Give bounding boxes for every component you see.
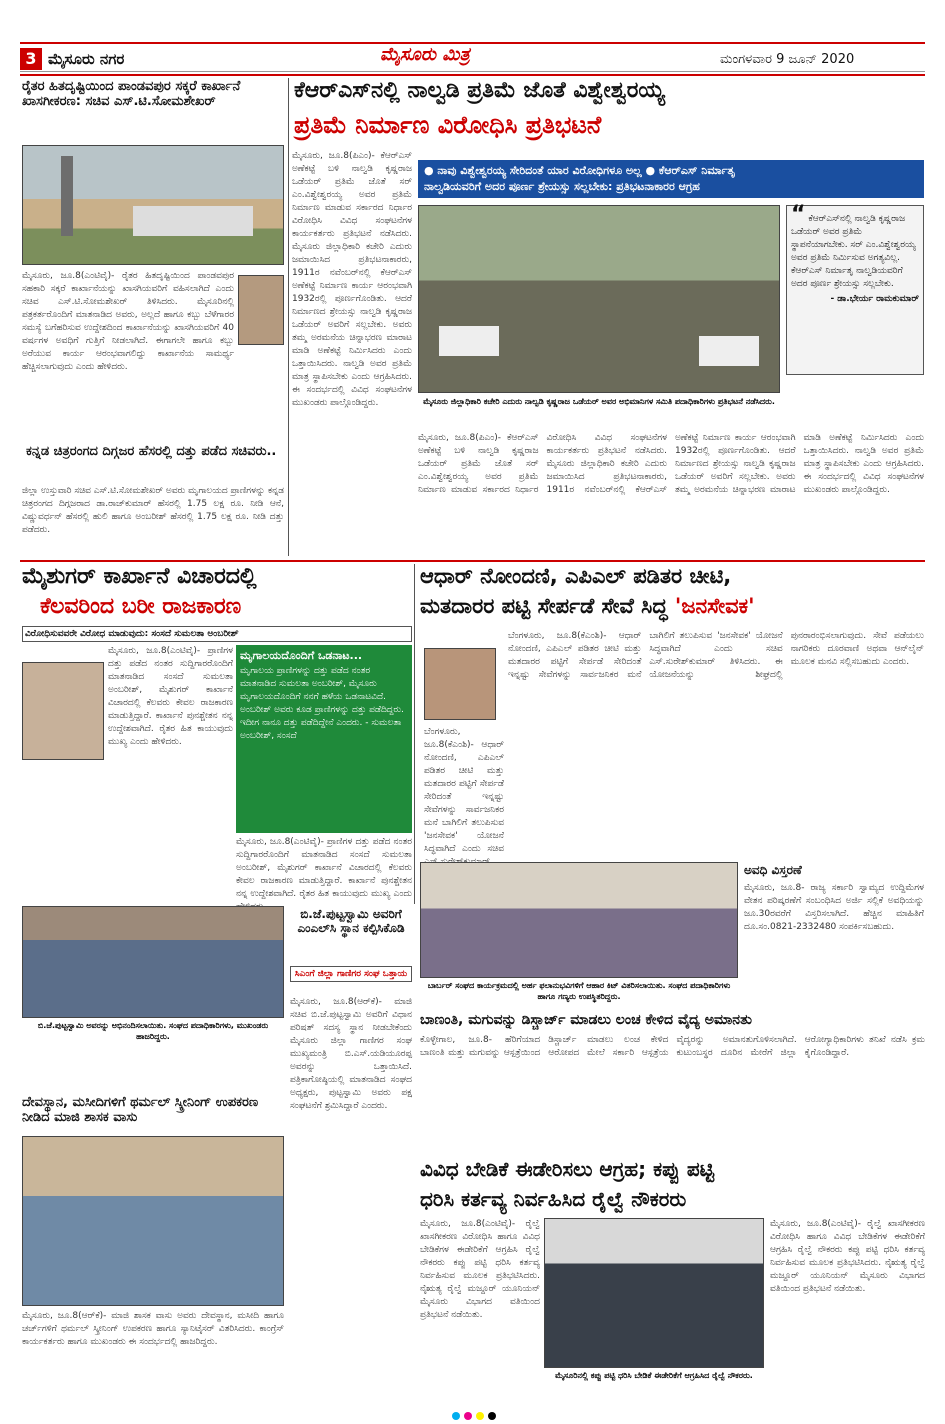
group-photo-caption: ಬಾರ್ಬರ್ ಸಂಘದ ಕಾರ್ಯಕ್ರಮದಲ್ಲಿ ಅರ್ಹ ಫಲಾನುಭವಿಗಳಿಗೆ ಆಹಾರ ಕಿಟ್ ವಿತರಿಸಲಾಯಿತು. ಸಂಘದ ಪದಾಧಿಕಾರಿಗಳು ಹಾಗೂ ಗಣ್ಯರು ಉಪಸ್ಥಿತರಿದ್ದರು. (427, 981, 731, 1001)
janasevaka-headline-2 (420, 594, 925, 618)
railway-body-cont: ಮೈಸೂರು, ಜೂ.8(ಎಂಟಿವೈ)- ರೈಲ್ವೆ ಖಾಸಗೀಕರಣ ವಿರೋಧಿಸಿ ಹಾಗೂ ವಿವಿಧ ಬೇಡಿಕೆಗಳ ಈಡೇರಿಕೆಗೆ ಆಗ್ರಹಿಸಿ ರೈಲ್ವೆ ನೌಕರರು ಕಪ್ಪು ಪಟ್ಟಿ ಧರಿಸಿ ಕರ್ತವ್ಯ ನಿರ್ವಹಿಸುವ ಮೂಲಕ ಪ್ರತಿಭಟಿಸಿದರು. ನೈಋತ್ಯ ರೈಲ್ವೆ ಮಜ್ದೂರ್ ಯೂನಿಯನ್ ಮೈಸೂರು ವಿಭಾಗದ ವತಿಯಿಂದ ಪ್ರತಿಭಟನೆ ನಡೆಯಿತು. (770, 1219, 925, 1294)
thermal-body: ಮೈಸೂರು, ಜೂ.8(ಆರ್‌ಕೆ)- ಮಾಜಿ ಶಾಸಕ ವಾಸು ಅವರು ದೇವಸ್ಥಾನ, ಮಸೀದಿ ಹಾಗೂ ಚರ್ಚ್‌ಗಳಿಗೆ ಥರ್ಮಲ್ ಸ್ಕ್ರೀನಿಂಗ್ ಉಪಕರಣ ಹಾಗೂ ಸ್ಯಾನಿಟೈಸರ್ ವಿತರಿಸಿದರು. ಕಾಂಗ್ರೆಸ್ ಕಾರ್ಯಕರ್ತರು ಹಾಗೂ ಮುಖಂಡರು ಈ ಸಂದರ್ಭದಲ್ಲಿ ಹಾಜರಿದ್ದರು. (22, 1311, 284, 1347)
railway-photo (544, 1218, 764, 1368)
section-title: ಮೈಸೂರು ನಗರ (48, 50, 125, 68)
railway-photo-caption: ಮೈಸೂರಿನಲ್ಲಿ ಕಪ್ಪು ಪಟ್ಟಿ ಧರಿಸಿ ಬೇಡಿಕೆ ಈಡೇರಿಕೆಗೆ ಆಗ್ರಹಿಸಿದ ರೈಲ್ವೆ ನೌಕರರು. (555, 1371, 753, 1380)
quote-mark-icon: “ (791, 202, 806, 227)
mysugar-headline-1: ಮೈಶುಗರ್ ಕಾರ್ಖಾನೆ ವಿಚಾರದಲ್ಲಿ (22, 564, 257, 589)
zoo-box (236, 645, 412, 833)
quote-author: - ಡಾ.ಭೇರ್ಯ ರಾಮಕುಮಾರ್ (830, 294, 919, 304)
railway-body: ಮೈಸೂರು, ಜೂ.8(ಎಂಟಿವೈ)- ರೈಲ್ವೆ ಖಾಸಗೀಕರಣ ವಿರೋಧಿಸಿ ಹಾಗೂ ವಿವಿಧ ಬೇಡಿಕೆಗಳ ಈಡೇರಿಕೆಗೆ ಆಗ್ರಹಿಸಿ ರೈಲ್ವೆ ನೌಕರರು ಕಪ್ಪು ಪಟ್ಟಿ ಧರಿಸಿ ಕರ್ತವ್ಯ ನಿರ್ವಹಿಸುವ ಮೂಲಕ ಪ್ರತಿಭಟಿಸಿದರು. ನೈಋತ್ಯ ರೈಲ್ವೆ ಮಜ್ದೂರ್ ಯೂನಿಯನ್ ಮೈಸೂರು ವಿಭಾಗದ ವತಿಯಿಂದ ಪ್ರತಿಭಟನೆ ನಡೆಯಿತು. (420, 1219, 540, 1320)
column-divider (414, 564, 415, 904)
chimney-shape (61, 156, 73, 236)
suresh-kumar-photo (424, 648, 496, 720)
railway-headline-2: ಧರಿಸಿ ಕರ್ತವ್ಯ ನಿರ್ವಹಿಸಿದ ರೈಲ್ವೆ ನೌಕರರು (420, 1187, 687, 1211)
thermal-headline: ದೇವಸ್ಥಾನ, ಮಸೀದಿಗಳಿಗೆ ಥರ್ಮಲ್ ಸ್ಕ್ರೀನಿಂಗ್ ಉಪಕರಣ ನೀಡಿದ ಮಾಜಿ ಶಾಸಕ ವಾಸು (22, 1095, 259, 1125)
lead-body-cont: ಮೈಸೂರು, ಜೂ.8(ಪಿಎಂ)- ಕೆಆರ್‌ಎಸ್ ಅಣೆಕಟ್ಟೆ ಬಳಿ ನಾಲ್ವಡಿ ಕೃಷ್ಣರಾಜ ಒಡೆಯರ್ ಪ್ರತಿಮೆ ಜೊತೆ ಸರ್ ಎಂ.ವಿಶ್ವೇಶ್ವರಯ್ಯ ಅವರ ಪ್ರತಿಮೆ ನಿರ್ಮಾಣ ಮಾಡುವ ಸರ್ಕಾರದ ನಿರ್ಧಾರ ವಿರೋಧಿಸಿ ವಿವಿಧ ಸಂಘಟನೆಗಳ ಕಾರ್ಯಕರ್ತರು ಪ್ರತಿಭಟನೆ ನಡೆಸಿದರು. ಮೈಸೂರು ಜಿಲ್ಲಾಧಿಕಾರಿ ಕಚೇರಿ ಎದುರು ಜಮಾಯಿಸಿದ ಪ್ರತಿಭಟನಾಕಾರರು, 1911ರ ನವೆಂಬರ್‌ನಲ್ಲಿ ಕೆಆರ್‌ಎಸ್ ಅಣೆಕಟ್ಟೆ ನಿರ್ಮಾಣ ಕಾರ್ಯ ಆರಂಭವಾಗಿ 1932ರಲ್ಲಿ ಪೂರ್ಣಗೊಂಡಿತು. ಆದರೆ ನಿರ್ಮಾಣದ ಶ್ರೇಯಸ್ಸು ನಾಲ್ವಡಿ ಕೃಷ್ಣರಾಜ ಒಡೆಯರ್ ಅವರಿಗೆ ಸಲ್ಲಬೇಕು. ಅವರು ತಮ್ಮ ಅರಮನೆಯ ಚಿನ್ನಾಭರಣ ಮಾರಾಟ ಮಾಡಿ ಅಣೆಕಟ್ಟೆ ನಿರ್ಮಿಸಿದರು ಎಂದು ಒತ್ತಾಯಿಸಿದರು. ನಾಲ್ವಡಿ ಅವರ ಪ್ರತಿಮೆ ಮಾತ್ರ ಸ್ಥಾಪಿಸಬೇಕು ಎಂದು ಆಗ್ರಹಿಸಿದರು. ಈ ಸಂದರ್ಭದಲ್ಲಿ ವಿವಿಧ ಸಂಘಟನೆಗಳ ಮುಖಂಡರು ಪಾಲ್ಗೊಂಡಿದ್ದರು. (418, 433, 924, 495)
mlc-body: ಮೈಸೂರು, ಜೂ.8(ಆರ್‌ಕೆ)- ಮಾಜಿ ಸಚಿವ ಬಿ.ಜೆ.ಪುಟ್ಟಸ್ವಾಮಿ ಅವರಿಗೆ ವಿಧಾನ ಪರಿಷತ್ ಸದಸ್ಯ ಸ್ಥಾನ ನೀಡಬೇಕೆಂದು ಮೈಸೂರು ಜಿಲ್ಲಾ ಗಾಣಿಗರ ಸಂಘ ಮುಖ್ಯಮಂತ್ರಿ ಬಿ.ಎಸ್.ಯಡಿಯೂರಪ್ಪ ಅವರನ್ನು ಒತ್ತಾಯಿಸಿದೆ. ಪತ್ರಿಕಾಗೋಷ್ಠಿಯಲ್ಲಿ ಮಾತನಾಡಿದ ಸಂಘದ ಅಧ್ಯಕ್ಷರು, ಪುಟ್ಟಸ್ವಾಮಿ ಅವರು ಪಕ್ಷ ಸಂಘಟನೆಗೆ ಶ್ರಮಿಸಿದ್ದಾರೆ ಎಂದರು. (290, 997, 412, 1111)
factory-photo (22, 145, 284, 265)
railway-headline-1: ವಿವಿಧ ಬೇಡಿಕೆ ಈಡೇರಿಸಲು ಆಗ್ರಹ; ಕಪ್ಪು ಪಟ್ಟಿ (420, 1157, 715, 1181)
section-rule (20, 560, 925, 562)
mysugar-headline-2: ಕೆಲವರಿಂದ ಬರೀ ರಾಜಕಾರಣ (40, 594, 242, 619)
page-number-value: 3 (25, 49, 37, 68)
mysugar-body-cont: ಮೈಸೂರು, ಜೂ.8(ಎಂಟಿವೈ)- ಪ್ರಾಣಿಗಳ ದತ್ತು ಪಡೆದ ನಂತರ ಸುದ್ದಿಗಾರರೊಂದಿಗೆ ಮಾತನಾಡಿದ ಸಂಸದೆ ಸುಮಲತಾ ಅಂಬರೀಶ್, ಮೈಶುಗರ್ ಕಾರ್ಖಾನೆ ವಿಚಾರದಲ್ಲಿ ಕೆಲವರು ಕೇವಲ ರಾಜಕಾರಣ ಮಾಡುತ್ತಿದ್ದಾರೆ. ಕಾರ್ಖಾನೆ ಪುನಶ್ಚೇತನ ನನ್ನ ಉದ್ದೇಶವಾಗಿದೆ. ರೈತರ ಹಿತ ಕಾಯುವುದು ಮುಖ್ಯ ಎಂದು (236, 837, 412, 899)
janasevaka-body-a: ಬೆಂಗಳೂರು, ಜೂ.8(ಕೆಎಂಶಿ)- ಆಧಾರ್ ನೋಂದಣಿ, ಎಪಿಎಲ್ ಪಡಿತರ ಚೀಟಿ ಮತ್ತು ಮತದಾರರ ಪಟ್ಟಿಗೆ ಸೇರ್ಪಡೆ ಸೇರಿದಂತೆ ಇನ್ನಷ್ಟು ಸೇವೆಗಳನ್ನು ಸಾರ್ವಜನಿಕರ ಮನೆ ಬಾಗಿಲಿಗೆ ತಲುಪಿಸುವ 'ಜನಸೇವಕ' ಯೋಜನೆ ಸಿದ್ಧವಾಗಿದೆ ಎಂದು ಸಚಿವ (424, 727, 504, 854)
registration-mark (488, 1412, 496, 1420)
protest-photo (418, 205, 780, 393)
placard-shape (439, 326, 499, 356)
lead-sub-banner (418, 160, 924, 198)
lead-sub-1: ● ನಾವು ವಿಶ್ವೇಶ್ವರಯ್ಯ ಸೇರಿದಂತೆ ಯಾರ ವಿರೋಧಿಗಳೂ ಅಲ್ಲ ● ಕೆಆರ್‌ಎಸ್ ನಿರ್ಮಾತೃ (424, 164, 736, 177)
film-body: ಜಿಲ್ಲಾ ಉಸ್ತುವಾರಿ ಸಚಿವ ಎಸ್.ಟಿ.ಸೋಮಶೇಖರ್ ಅವರು ಮೃಗಾಲಯದ ಪ್ರಾಣಿಗಳನ್ನು ಕನ್ನಡ ಚಿತ್ರರಂಗದ ದಿಗ್ಗಜರಾದ ಡಾ.ರಾಜ್‌ಕುಮಾರ್ ಹೆಸರಲ್ಲಿ 1.75 ಲಕ್ಷ ರೂ. ನೀಡಿ ಆನೆ, ವಿಷ್ಣುವರ್ಧನ್ ಹೆಸರಲ್ಲಿ ಹುಲಿ ಹಾಗೂ ಅಂಬರೀಶ್ ಹೆಸರಲ್ಲಿ 1.75 ಲಕ್ಷ ರೂ. ನೀಡಿ ದತ್ತು ಪಡೆದರು. (22, 486, 284, 535)
minister-portrait (238, 275, 284, 345)
quote-box (786, 202, 924, 375)
placard-shape (699, 336, 759, 366)
registration-mark (476, 1412, 484, 1420)
protest-photo-caption: ಮೈಸೂರು ಜಿಲ್ಲಾಧಿಕಾರಿ ಕಚೇರಿ ಎದುರು ನಾಲ್ವಡಿ ಕೃಷ್ಣರಾಜ ಒಡೆಯರ್ ಅವರ ಅಭಿಮಾನಿಗಳ ಸಮಿತಿ ಪದಾಧಿಕಾರಿಗಳು ಪ್ರತಿಭಟನೆ ನಡೆಸಿದರು. (423, 397, 775, 406)
janasevaka-body: ಬೆಂಗಳೂರು, ಜೂ.8(ಕೆಎಂಶಿ)- ಆಧಾರ್ ನೋಂದಣಿ, ಎಪಿಎಲ್ ಪಡಿತರ ಚೀಟಿ ಮತ್ತು ಮತದಾರರ ಪಟ್ಟಿಗೆ ಸೇರ್ಪಡೆ ಸೇರಿದಂತೆ ಇನ್ನಷ್ಟು ಸೇವೆಗಳನ್ನು ಸಾರ್ವಜನಿಕರ ಮನೆ ಬಾಗಿಲಿಗೆ ತಲುಪಿಸುವ 'ಜನಸೇವಕ' ಯೋಜನೆ ಸಿದ್ಧವಾಗಿದೆ ಎಂದು ಸಚಿವ ಎಸ್.ಸುರೇಶ್‌ಕುಮಾರ್ ತಿಳಿಸಿದರು. ಈ ಯೋಜನೆಯನ್ನು ಶೀಘ್ರದಲ್ಲಿ ಪುನರಾರಂಭಿಸಲಾಗುವುದು. ಸೇವೆ ಪಡೆಯಲು ನಾಗರಿಕರು ದೂರವಾಣಿ ಅಥವಾ ಆನ್‌ಲೈನ್ ಮೂಲಕ ಮನವಿ ಸಲ್ಲಿಸಬಹುದು ಎಂದರು. (508, 631, 924, 680)
building-shape (133, 206, 253, 236)
mlc-headline: ಬಿ.ಜೆ.ಪುಟ್ಟಸ್ವಾಮಿ ಅವರಿಗೆ ಎಂಎಲ್‌ಸಿ ಸ್ಥಾನ ಕಲ್ಪಿಸಿಕೊಡಿ (297, 907, 405, 935)
thermal-photo (22, 1136, 284, 1306)
issue-date: ಮಂಗಳವಾರ 9 ಜೂನ್ 2020 (720, 52, 855, 67)
avadhi-body: ಮೈಸೂರು, ಜೂ.8- ರಾಜ್ಯ ಸರ್ಕಾರಿ ಸ್ವಾಮ್ಯದ ಉದ್ದಿಮೆಗಳ ವೇತನ ಪರಿಷ್ಕರಣೆಗೆ ಸಂಬಂಧಿಸಿದ ಅರ್ಜಿ ಸಲ್ಲಿಕೆ ಅವಧಿಯನ್ನು ಜೂ.30ರವರೆಗೆ ವಿಸ್ತರಿಸಲಾಗಿದೆ. ಹೆಚ್ಚಿನ ಮಾಹಿತಿಗೆ ದೂ.ಸಂ.0821-2332480 ಸಂಪರ್ಕಿಸಬಹುದು. (744, 883, 924, 932)
mlc-sub: ಸಿಎಂಗೆ ಜಿಲ್ಲಾ ಗಾಣಿಗರ ಸಂಘ ಒತ್ತಾಯ (290, 966, 412, 982)
maternity-headline: ಬಾಣಂತಿ, ಮಗುವನ್ನು ಡಿಸ್ಚಾರ್ಜ್ ಮಾಡಲು ಲಂಚ ಕೇಳಿದ ವೈದ್ಯ ಅಮಾನತು (420, 1012, 752, 1028)
janasevaka-headline-2a: ಮತದಾರರ ಪಟ್ಟಿ ಸೇರ್ಪಡೆ ಸೇವೆ ಸಿದ್ಧ (420, 594, 668, 618)
masthead-rule (20, 74, 925, 76)
maternity-body: ಕೊಳ್ಳೇಗಾಲ, ಜೂ.8- ಹೆರಿಗೆಯಾದ ಬಾಣಂತಿ ಮತ್ತು ಮಗುವನ್ನು ಆಸ್ಪತ್ರೆಯಿಂದ ಡಿಸ್ಚಾರ್ಜ್ ಮಾಡಲು ಲಂಚ ಕೇಳಿದ ಆರೋಪದ ಮೇಲೆ ಸರ್ಕಾರಿ ಆಸ್ಪತ್ರೆಯ ವೈದ್ಯರನ್ನು ಅಮಾನತುಗೊಳಿಸಲಾಗಿದೆ. ಕುಟುಂಬಸ್ಥರ ದೂರಿನ ಮೇರೆಗೆ ಜಿಲ್ಲಾ ಆರೋಗ್ಯಾಧಿಕಾರಿಗಳು ತನಿಖೆ ನಡೆಸಿ ಕ್ರಮ ಕೈಗೊಂಡಿದ್ದಾರೆ. (420, 1035, 925, 1058)
lead-headline-1: ಕೆಆರ್‌ಎಸ್‌ನಲ್ಲಿ ನಾಲ್ವಡಿ ಪ್ರತಿಮೆ ಜೊತೆ ವಿಶ್ವೇಶ್ವರಯ್ಯ (294, 78, 665, 103)
janasevaka-headline-1: ಆಧಾರ್ ನೋಂದಣಿ, ಎಪಿಎಲ್ ಪಡಿತರ ಚೀಟಿ, (420, 564, 732, 588)
sugar-headline: ರೈತರ ಹಿತದೃಷ್ಟಿಯಿಂದ ಪಾಂಡವಪುರ ಸಕ್ಕರೆ ಕಾರ್ಖಾನೆ ಖಾಸಗೀಕರಣ: ಸಚಿವ ಎಸ್.ಟಿ.ಸೋಮಶೇಖರ್ (22, 79, 241, 109)
film-headline: ಕನ್ನಡ ಚಿತ್ರರಂಗದ ದಿಗ್ಗಜರ ಹೆಸರಲ್ಲಿ ದತ್ತು ಪಡೆದ ಸಚಿವರು.. (26, 444, 277, 459)
registration-mark (464, 1412, 472, 1420)
mysugar-sub: ವಿರೋಧಿಸುವವರೇ ವಿರೋಧ ಮಾಡುವುದು: ಸಂಸದೆ ಸುಮಲತಾ ಅಂಬರೀಶ್ (22, 626, 412, 642)
zoo-box-body: ಮೃಗಾಲಯ ಪ್ರಾಣಿಗಳನ್ನು ದತ್ತು ಪಡೆದ ನಂತರ ಮಾತನಾಡಿದ ಸುಮಲತಾ ಅಂಬರೀಶ್, ಮೈಸೂರು ಮೃಗಾಲಯದೊಂದಿಗೆ ನನಗೆ ಹಳೆಯ ಒಡನಾಟವಿದೆ. ಅಂಬರೀಶ್ ಅವರು ಕೂಡ ಪ್ರಾಣಿಗಳನ್ನು ದತ್ತು ಪಡೆದಿದ್ದರು. ಇದೀಗ ನಾನೂ ದತ್ತು ಪಡೆದಿದ್ದೇನೆ ಎಂದರು. - ಸುಮಲತಾ ಅಂಬರೀಶ್, ಸಂಸದೆ (240, 666, 404, 741)
column-divider (288, 78, 289, 556)
zoo-box-title: ಮೃಗಾಲಯದೊಂದಿಗೆ ಒಡನಾಟ... (240, 649, 363, 662)
avadhi-headline: ಅವಧಿ ವಿಸ್ತರಣೆ (744, 863, 802, 877)
quote-text: ಕೆಆರ್‌ಎಸ್‌ನಲ್ಲಿ ನಾಲ್ವಡಿ ಕೃಷ್ಣರಾಜ ಒಡೆಯರ್ ಅವರ ಪ್ರತಿಮೆ ಸ್ಥಾಪನೆಯಾಗಬೇಕು. ಸರ್ ಎಂ.ವಿಶ್ವೇಶ್ವರಯ್ಯ ಅವರ ಪ್ರತಿಮೆ ನಿರ್ಮಿಸುವ ಅಗತ್ಯವಿಲ್ಲ. ಕೆಆರ್‌ಎಸ್ ನಿರ್ಮಾತೃ ನಾಲ್ವಡಿಯವರಿಗೆ ಅದರ ಪೂರ್ಣ ಶ್ರೇಯಸ್ಸು ಸಲ್ಲಬೇಕು. (791, 214, 916, 289)
registration-mark (452, 1412, 460, 1420)
mp-photo (22, 662, 104, 760)
page-number (20, 48, 42, 70)
felicitation-photo (22, 906, 284, 1018)
sugar-body: ಮೈಸೂರು, ಜೂ.8(ಎಂಟಿವೈ)- ರೈತರ ಹಿತದೃಷ್ಟಿಯಿಂದ ಪಾಂಡವಪುರ ಸಹಕಾರಿ ಸಕ್ಕರೆ ಕಾರ್ಖಾನೆಯನ್ನು ಖಾಸಗಿಯವರಿಗೆ ವಹಿಸಲಾಗಿದೆ ಎಂದು ಸಚಿವ ಎಸ್.ಟಿ.ಸೋಮಶೇಖರ್ ತಿಳಿಸಿದರು. ಮೈಸೂರಿನಲ್ಲಿ ಪತ್ರಕರ್ತರೊಂದಿಗೆ ಮಾತನಾಡಿದ ಅವರು, ಅಲ್ಲದೆ ಹಾಗೂ ಕಬ್ಬು ಬೆಳೆಗಾರರ ಸಮಸ್ಯೆ ಬಗೆಹರಿಸುವ ಉದ್ದೇಶದಿಂದ ಕಾರ್ಖಾನೆಯನ್ನು ಖಾಸಗಿಯವರಿಗೆ 40 ವರ್ಷಗಳ ಅವಧಿಗೆ ಗುತ್ತಿಗೆ ನೀಡಲಾಗಿದೆ. ಈಗಾಗಲೇ ಹಾಗೂ ಕಬ್ಬು ಅರೆಯುವ ಕಾರ್ಯ ಆರಂಭವಾಗಲಿದ್ದು ಕಾರ್ಖಾನೆಯ ಸಾಮರ್ಥ್ಯ ಹೆಚ್ಚಿಸಲಾಗುವುದು ಎಂದು ಹೇಳಿದರು. (22, 271, 234, 372)
lead-body: ಮೈಸೂರು, ಜೂ.8(ಪಿಎಂ)- ಕೆಆರ್‌ಎಸ್ ಅಣೆಕಟ್ಟೆ ಬಳಿ ನಾಲ್ವಡಿ ಕೃಷ್ಣರಾಜ ಒಡೆಯರ್ ಪ್ರತಿಮೆ ಜೊತೆ ಸರ್ ಎಂ.ವಿಶ್ವೇಶ್ವರಯ್ಯ ಅವರ ಪ್ರತಿಮೆ ನಿರ್ಮಾಣ ಮಾಡುವ ಸರ್ಕಾರದ ನಿರ್ಧಾರ ವಿರೋಧಿಸಿ ವಿವಿಧ ಸಂಘಟನೆಗಳ ಕಾರ್ಯಕರ್ತರು ಪ್ರತಿಭಟನೆ ನಡೆಸಿದರು. ಮೈಸೂರು ಜಿಲ್ಲಾಧಿಕಾರಿ ಕಚೇರಿ ಎದುರು ಜಮಾಯಿಸಿದ ಪ್ರತಿಭಟನಾಕಾರರು, 1911ರ ನವೆಂಬರ್‌ನಲ್ಲಿ ಕೆಆರ್‌ಎಸ್ ಅಣೆಕಟ್ಟೆ ನಿರ್ಮಾಣ ಕಾರ್ಯ ಆರಂಭವಾಗಿ 1932ರಲ್ಲಿ ಪೂರ್ಣಗೊಂಡಿತು. ಆದರೆ ನಿರ್ಮಾಣದ ಶ್ರೇಯಸ್ಸು ನಾಲ್ವಡಿ ಕೃಷ್ಣರಾಜ ಒಡೆಯರ್ ಅವರಿಗೆ ಸಲ್ಲಬೇಕು. ಅವರು ತಮ್ಮ ಅರಮನೆಯ ಚಿನ್ನಾಭರಣ ಮಾರಾಟ ಮಾಡಿ ಅಣೆಕಟ್ಟೆ ನಿರ್ಮಿಸಿದರು ಎಂದು ಒತ್ತಾಯಿಸಿದರು. ನಾಲ್ವಡಿ ಅವರ ಪ್ರತಿಮೆ ಮಾತ್ರ ಸ್ಥಾಪಿಸಬೇಕು ಎಂದು ಆಗ್ರಹಿಸಿದರು. ಈ ಸಂದರ್ಭದಲ್ಲಿ ವಿವಿಧ ಸಂಘಟನೆಗಳ ಮುಖಂಡರು ಪಾಲ್ಗೊಂಡಿದ್ದರು. (292, 151, 412, 408)
mysugar-body: ಮೈಸೂರು, ಜೂ.8(ಎಂಟಿವೈ)- ಪ್ರಾಣಿಗಳ ದತ್ತು ಪಡೆದ ನಂತರ ಸುದ್ದಿಗಾರರೊಂದಿಗೆ ಮಾತನಾಡಿದ ಸಂಸದೆ ಸುಮಲತಾ ಅಂಬರೀಶ್, ಮೈಶುಗರ್ ಕಾರ್ಖಾನೆ ವಿಚಾರದಲ್ಲಿ ಕೆಲವರು ಕೇವಲ ರಾಜಕಾರಣ ಮಾಡುತ್ತಿದ್ದಾರೆ. ಕಾರ್ಖಾನೆ ಪುನಶ್ಚೇತನ ನನ್ನ ಉದ್ದೇಶವಾಗಿದೆ. ರೈತರ ಹಿತ ಕಾಯುವುದು ಮುಖ್ಯ ಎಂದು ಹೇಳಿದರು. (108, 646, 233, 747)
felicitation-caption: ಬಿ.ಜೆ.ಪುಟ್ಟಸ್ವಾಮಿ ಅವರನ್ನು ಅಭಿನಂದಿಸಲಾಯಿತು. ಸಂಘದ ಪದಾಧಿಕಾರಿಗಳು, ಮುಖಂಡರು ಹಾಜರಿದ್ದರು. (37, 1021, 269, 1041)
paper-name: ಮೈಸೂರು ಮಿತ್ರ (380, 44, 470, 65)
lead-headline-2: ಪ್ರತಿಮೆ ನಿರ್ಮಾಣ ವಿರೋಧಿಸಿ ಪ್ರತಿಭಟನೆ (294, 111, 602, 139)
lead-sub-2: ನಾಲ್ವಡಿಯವರಿಗೆ ಅದರ ಪೂರ್ಣ ಶ್ರೇಯಸ್ಸು ಸಲ್ಲಬೇಕು: ಪ್ರತಿಭಟನಾಕಾರರ ಆಗ್ರಹ (424, 180, 700, 193)
group-photo (420, 862, 738, 978)
janasevaka-headline-2b: 'ಜನಸೇವಕ' (674, 594, 755, 618)
